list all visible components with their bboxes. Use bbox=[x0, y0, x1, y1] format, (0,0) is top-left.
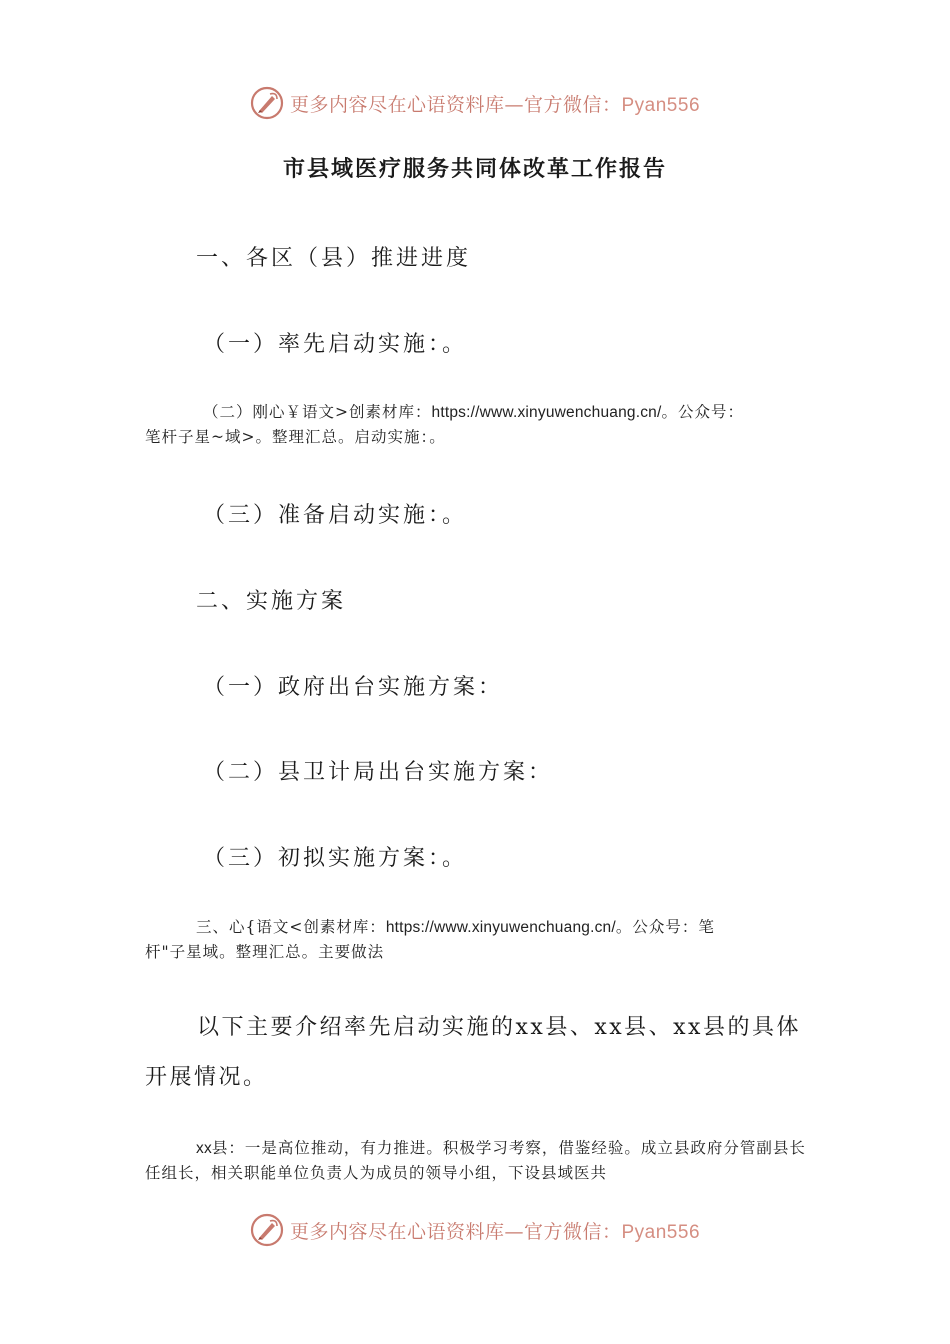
section-3-url: https://www.xinyuwenchuang.cn/ bbox=[385, 919, 616, 936]
pen-logo-icon bbox=[250, 1213, 284, 1247]
section-3-line-1 bbox=[196, 915, 715, 940]
county-text: 县：一是高位推动，有力推进。积极学习考察，借鉴经验。成立县政府分管副县长任组长，相关职能单位负责人为成员的领导小组，下设县域医共 bbox=[145, 1139, 806, 1182]
section-1-item-2-url: https://www.xinyuwenchuang.cn/ bbox=[431, 404, 662, 421]
section-1-item-1: （一）率先启动实施：。 bbox=[203, 332, 468, 357]
section-2-item-1: （一）政府出台实施方案： bbox=[203, 675, 504, 700]
section-2-item-3: （三）初拟实施方案：。 bbox=[203, 846, 468, 871]
section-3-line-2: 杆"子星域。整理汇总。主要做法 bbox=[145, 943, 385, 961]
intro-paragraph: 以下主要介绍率先启动实施的xx县、xx县、xx县的具体开展情况。 bbox=[145, 1015, 801, 1090]
section-3-text-b: 。公众号：笔 bbox=[615, 918, 715, 936]
section-1-item-2-line-2: 笔杆子星~域>。整理汇总。启动实施：。 bbox=[145, 428, 446, 446]
bottom-banner bbox=[0, 1208, 950, 1252]
banner-slogan: 更多内容尽在心语资料库—官方微信： bbox=[289, 1220, 622, 1243]
section-1-item-2-text-b: 。公众号： bbox=[661, 403, 745, 421]
section-1-item-2-text-a: （二）刚心￥语文>创素材库： bbox=[203, 403, 432, 421]
county-paragraph bbox=[145, 1136, 810, 1186]
section-1-heading: 一、各区（县）推进进度 bbox=[196, 246, 472, 271]
banner-text bbox=[290, 1217, 700, 1244]
section-3-text-a: 三、心{语文<创素材库： bbox=[196, 918, 386, 936]
pen-logo-icon bbox=[250, 86, 284, 120]
top-banner bbox=[0, 81, 950, 125]
banner-wechat-id: Pyan556 bbox=[621, 94, 701, 116]
section-1-item-2-line-1 bbox=[203, 400, 744, 425]
section-2-heading: 二、实施方案 bbox=[196, 589, 347, 614]
section-2-item-2: （二）县卫计局出台实施方案： bbox=[203, 760, 554, 785]
banner-wechat-id: Pyan556 bbox=[621, 1221, 701, 1243]
county-prefix: xx bbox=[196, 1140, 212, 1157]
document-title: 市县域医疗服务共同体改革工作报告 bbox=[282, 156, 667, 182]
section-1-item-3: （三）准备启动实施：。 bbox=[203, 503, 468, 528]
banner-slogan: 更多内容尽在心语资料库—官方微信： bbox=[289, 93, 622, 116]
banner-text bbox=[290, 90, 700, 117]
